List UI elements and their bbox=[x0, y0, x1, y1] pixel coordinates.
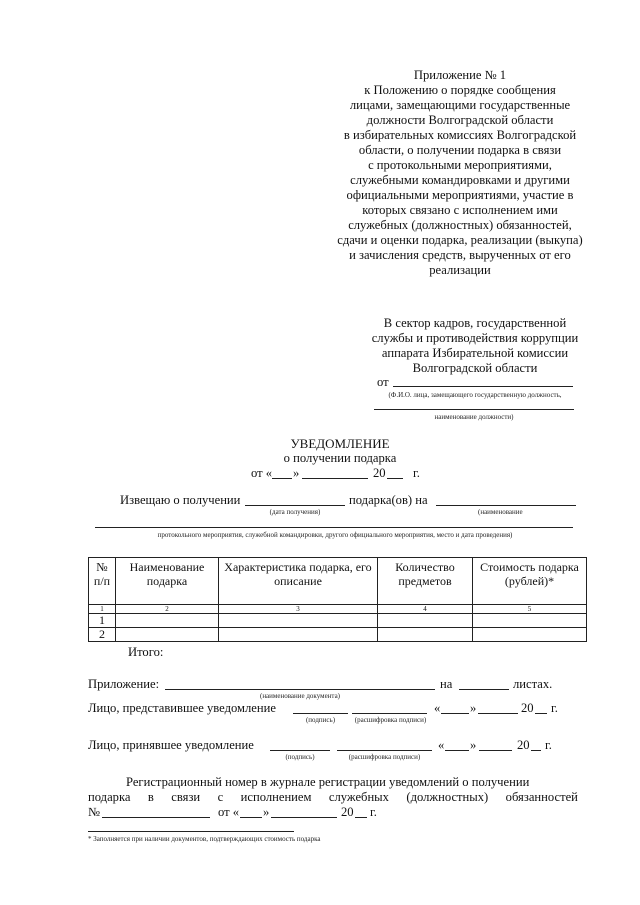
accepted-suffix: г. bbox=[545, 738, 552, 752]
receipt-date-hint: (дата получения) bbox=[269, 508, 321, 516]
row-index: 1 bbox=[89, 614, 116, 628]
registration-word: подарка bbox=[88, 790, 131, 804]
column-number: 3 bbox=[219, 605, 378, 614]
registration-word: (должностных) bbox=[406, 790, 489, 804]
accepted-year: 20 bbox=[517, 738, 530, 752]
total-label: Итого: bbox=[128, 645, 164, 659]
registration-word: исполнением bbox=[240, 790, 312, 804]
appendix-line: сдачи и оценки подарка, реализации (выкупа) bbox=[337, 233, 583, 247]
notice-day-field[interactable] bbox=[272, 478, 292, 479]
accepted-decode-hint: (расшифровка подписи) bbox=[348, 753, 421, 761]
accepted-quote-open: « bbox=[438, 738, 445, 752]
col-header-cost: Стоимость подарка (рублей)* bbox=[473, 558, 587, 605]
from-label: от bbox=[377, 375, 389, 389]
row-index: 2 bbox=[89, 628, 116, 642]
event-details-hint: протокольного мероприятия, служебной командировки, другого официального мероприятия, место и дата проведения) bbox=[157, 531, 513, 539]
event-details-field[interactable] bbox=[95, 527, 573, 528]
footnote-text: * Заполняется при наличии документов, подтверждающих стоимость подарка bbox=[88, 835, 321, 843]
attachment-doc-hint: (наименование документа) bbox=[259, 692, 341, 700]
addressee-line: службы и противодействия коррупции bbox=[371, 331, 579, 345]
accepted-month-field[interactable] bbox=[479, 750, 512, 751]
accepted-quote-close: » bbox=[470, 738, 477, 752]
addressee-line: аппарата Избирательной комиссии bbox=[381, 346, 569, 360]
appendix-line: Приложение № 1 bbox=[413, 68, 507, 82]
notice-year-field[interactable] bbox=[387, 478, 403, 479]
cell-description[interactable] bbox=[219, 628, 378, 642]
submitted-day-field[interactable] bbox=[441, 713, 469, 714]
registration-year: 20 bbox=[341, 805, 354, 819]
registration-word: в bbox=[147, 790, 154, 804]
cell-quantity[interactable] bbox=[378, 628, 473, 642]
submitted-signature-field[interactable] bbox=[293, 713, 348, 714]
notice-date-suffix: г. bbox=[413, 466, 420, 480]
notice-title: УВЕДОМЛЕНИЕ bbox=[290, 436, 390, 451]
from-name-field[interactable] bbox=[393, 386, 573, 387]
appendix-header bbox=[315, 68, 605, 278]
notice-month-field[interactable] bbox=[302, 478, 368, 479]
submitted-year-field[interactable] bbox=[535, 713, 547, 714]
accepted-decode-field[interactable] bbox=[337, 750, 432, 751]
attachment-sheets-field[interactable] bbox=[459, 689, 509, 690]
event-name-hint: (наименование bbox=[478, 508, 523, 516]
col-header-quantity: Количество предметов bbox=[378, 558, 473, 605]
accepted-label: Лицо, принявшее уведомление bbox=[88, 738, 254, 752]
submitted-quote-close: » bbox=[470, 701, 477, 715]
footnote-separator bbox=[88, 831, 294, 832]
appendix-line: должности Волгоградской области bbox=[366, 113, 554, 127]
column-number: 4 bbox=[378, 605, 473, 614]
appendix-line: с протокольными мероприятиями, bbox=[368, 158, 552, 172]
registration-word: связи bbox=[171, 790, 201, 804]
attachment-sheets-label: листах. bbox=[513, 677, 553, 691]
submitted-decode-field[interactable] bbox=[352, 713, 427, 714]
appendix-line: области, о получении подарка в связи bbox=[358, 143, 562, 157]
appendix-line: официальными мероприятиями, участие в bbox=[346, 188, 574, 202]
table-row bbox=[89, 628, 587, 642]
appendix-line: лицами, замещающими государственные bbox=[349, 98, 571, 112]
registration-line-2 bbox=[88, 790, 578, 805]
registration-day-field[interactable] bbox=[240, 817, 262, 818]
accepted-sign-hint: (подпись) bbox=[285, 753, 315, 761]
addressee-line: Волгоградской области bbox=[412, 361, 538, 375]
table-header-row bbox=[89, 558, 587, 605]
receipt-date-field[interactable] bbox=[245, 505, 345, 506]
registration-word: с bbox=[217, 790, 224, 804]
col-header-gift-name: Наименование подарка bbox=[116, 558, 219, 605]
position-hint: наименование должности) bbox=[434, 413, 514, 421]
registration-suffix: г. bbox=[370, 805, 377, 819]
submitted-year: 20 bbox=[521, 701, 534, 715]
submitted-month-field[interactable] bbox=[478, 713, 518, 714]
cell-cost[interactable] bbox=[473, 614, 587, 628]
addressee-block bbox=[360, 316, 590, 376]
col-header-description: Характеристика подарка, его описание bbox=[219, 558, 378, 605]
registration-word: служебных bbox=[328, 790, 389, 804]
accepted-signature-field[interactable] bbox=[270, 750, 330, 751]
gift-table bbox=[88, 557, 587, 642]
registration-number-field[interactable] bbox=[102, 817, 210, 818]
report-mid: подарка(ов) на bbox=[349, 493, 428, 507]
column-number-row bbox=[89, 605, 587, 614]
column-number: 1 bbox=[89, 605, 116, 614]
accepted-year-field[interactable] bbox=[531, 750, 541, 751]
registration-date-prefix: от « bbox=[218, 805, 240, 819]
cell-quantity[interactable] bbox=[378, 614, 473, 628]
registration-date-mid: » bbox=[263, 805, 270, 819]
report-lead: Извещаю о получении bbox=[120, 493, 241, 507]
appendix-line: которых связано с исполнением ими bbox=[362, 203, 558, 217]
cell-gift-name[interactable] bbox=[116, 628, 219, 642]
cell-cost[interactable] bbox=[473, 628, 587, 642]
submitted-decode-hint: (расшифровка подписи) bbox=[354, 716, 427, 724]
submitted-sign-hint: (подпись) bbox=[305, 716, 336, 724]
registration-month-field[interactable] bbox=[271, 817, 337, 818]
appendix-line: служебными командировками и другими bbox=[350, 173, 570, 187]
attachment-doc-field[interactable] bbox=[165, 689, 435, 690]
submitted-quote-open: « bbox=[434, 701, 441, 715]
column-number: 5 bbox=[473, 605, 587, 614]
col-header-number: № п/п bbox=[89, 558, 116, 605]
from-hint: (Ф.И.О. лица, замещающего государственную должность, bbox=[388, 391, 562, 399]
event-name-field[interactable] bbox=[436, 505, 576, 506]
notice-date-mid: » bbox=[293, 466, 300, 480]
column-number: 2 bbox=[116, 605, 219, 614]
addressee-line: В сектор кадров, государственной bbox=[383, 316, 567, 330]
appendix-line: к Положению о порядке сообщения bbox=[364, 83, 556, 97]
position-field[interactable] bbox=[374, 409, 574, 410]
attachment-on-label: на bbox=[440, 677, 453, 691]
notice-year-prefix: 20 bbox=[373, 466, 386, 480]
registration-year-field[interactable] bbox=[355, 817, 367, 818]
accepted-day-field[interactable] bbox=[445, 750, 469, 751]
submitted-label: Лицо, представившее уведомление bbox=[88, 701, 276, 715]
appendix-line: служебных (должностных) обязанностей, bbox=[348, 218, 572, 232]
cell-description[interactable] bbox=[219, 614, 378, 628]
appendix-line: и зачисления средств, вырученных от его bbox=[349, 248, 571, 262]
registration-word: обязанностей bbox=[505, 790, 578, 804]
appendix-line: в избирательных комиссиях Волгоградской bbox=[343, 128, 577, 142]
registration-line-1: Регистрационный номер в журнале регистрации уведомлений о получении bbox=[126, 775, 530, 789]
cell-gift-name[interactable] bbox=[116, 614, 219, 628]
attachment-label: Приложение: bbox=[88, 677, 160, 691]
notice-subtitle: о получении подарка bbox=[283, 451, 397, 465]
registration-number-label: № bbox=[88, 805, 101, 819]
submitted-suffix: г. bbox=[551, 701, 558, 715]
table-row bbox=[89, 614, 587, 628]
appendix-line: реализации bbox=[429, 263, 491, 277]
notice-date-prefix: от « bbox=[251, 466, 273, 480]
